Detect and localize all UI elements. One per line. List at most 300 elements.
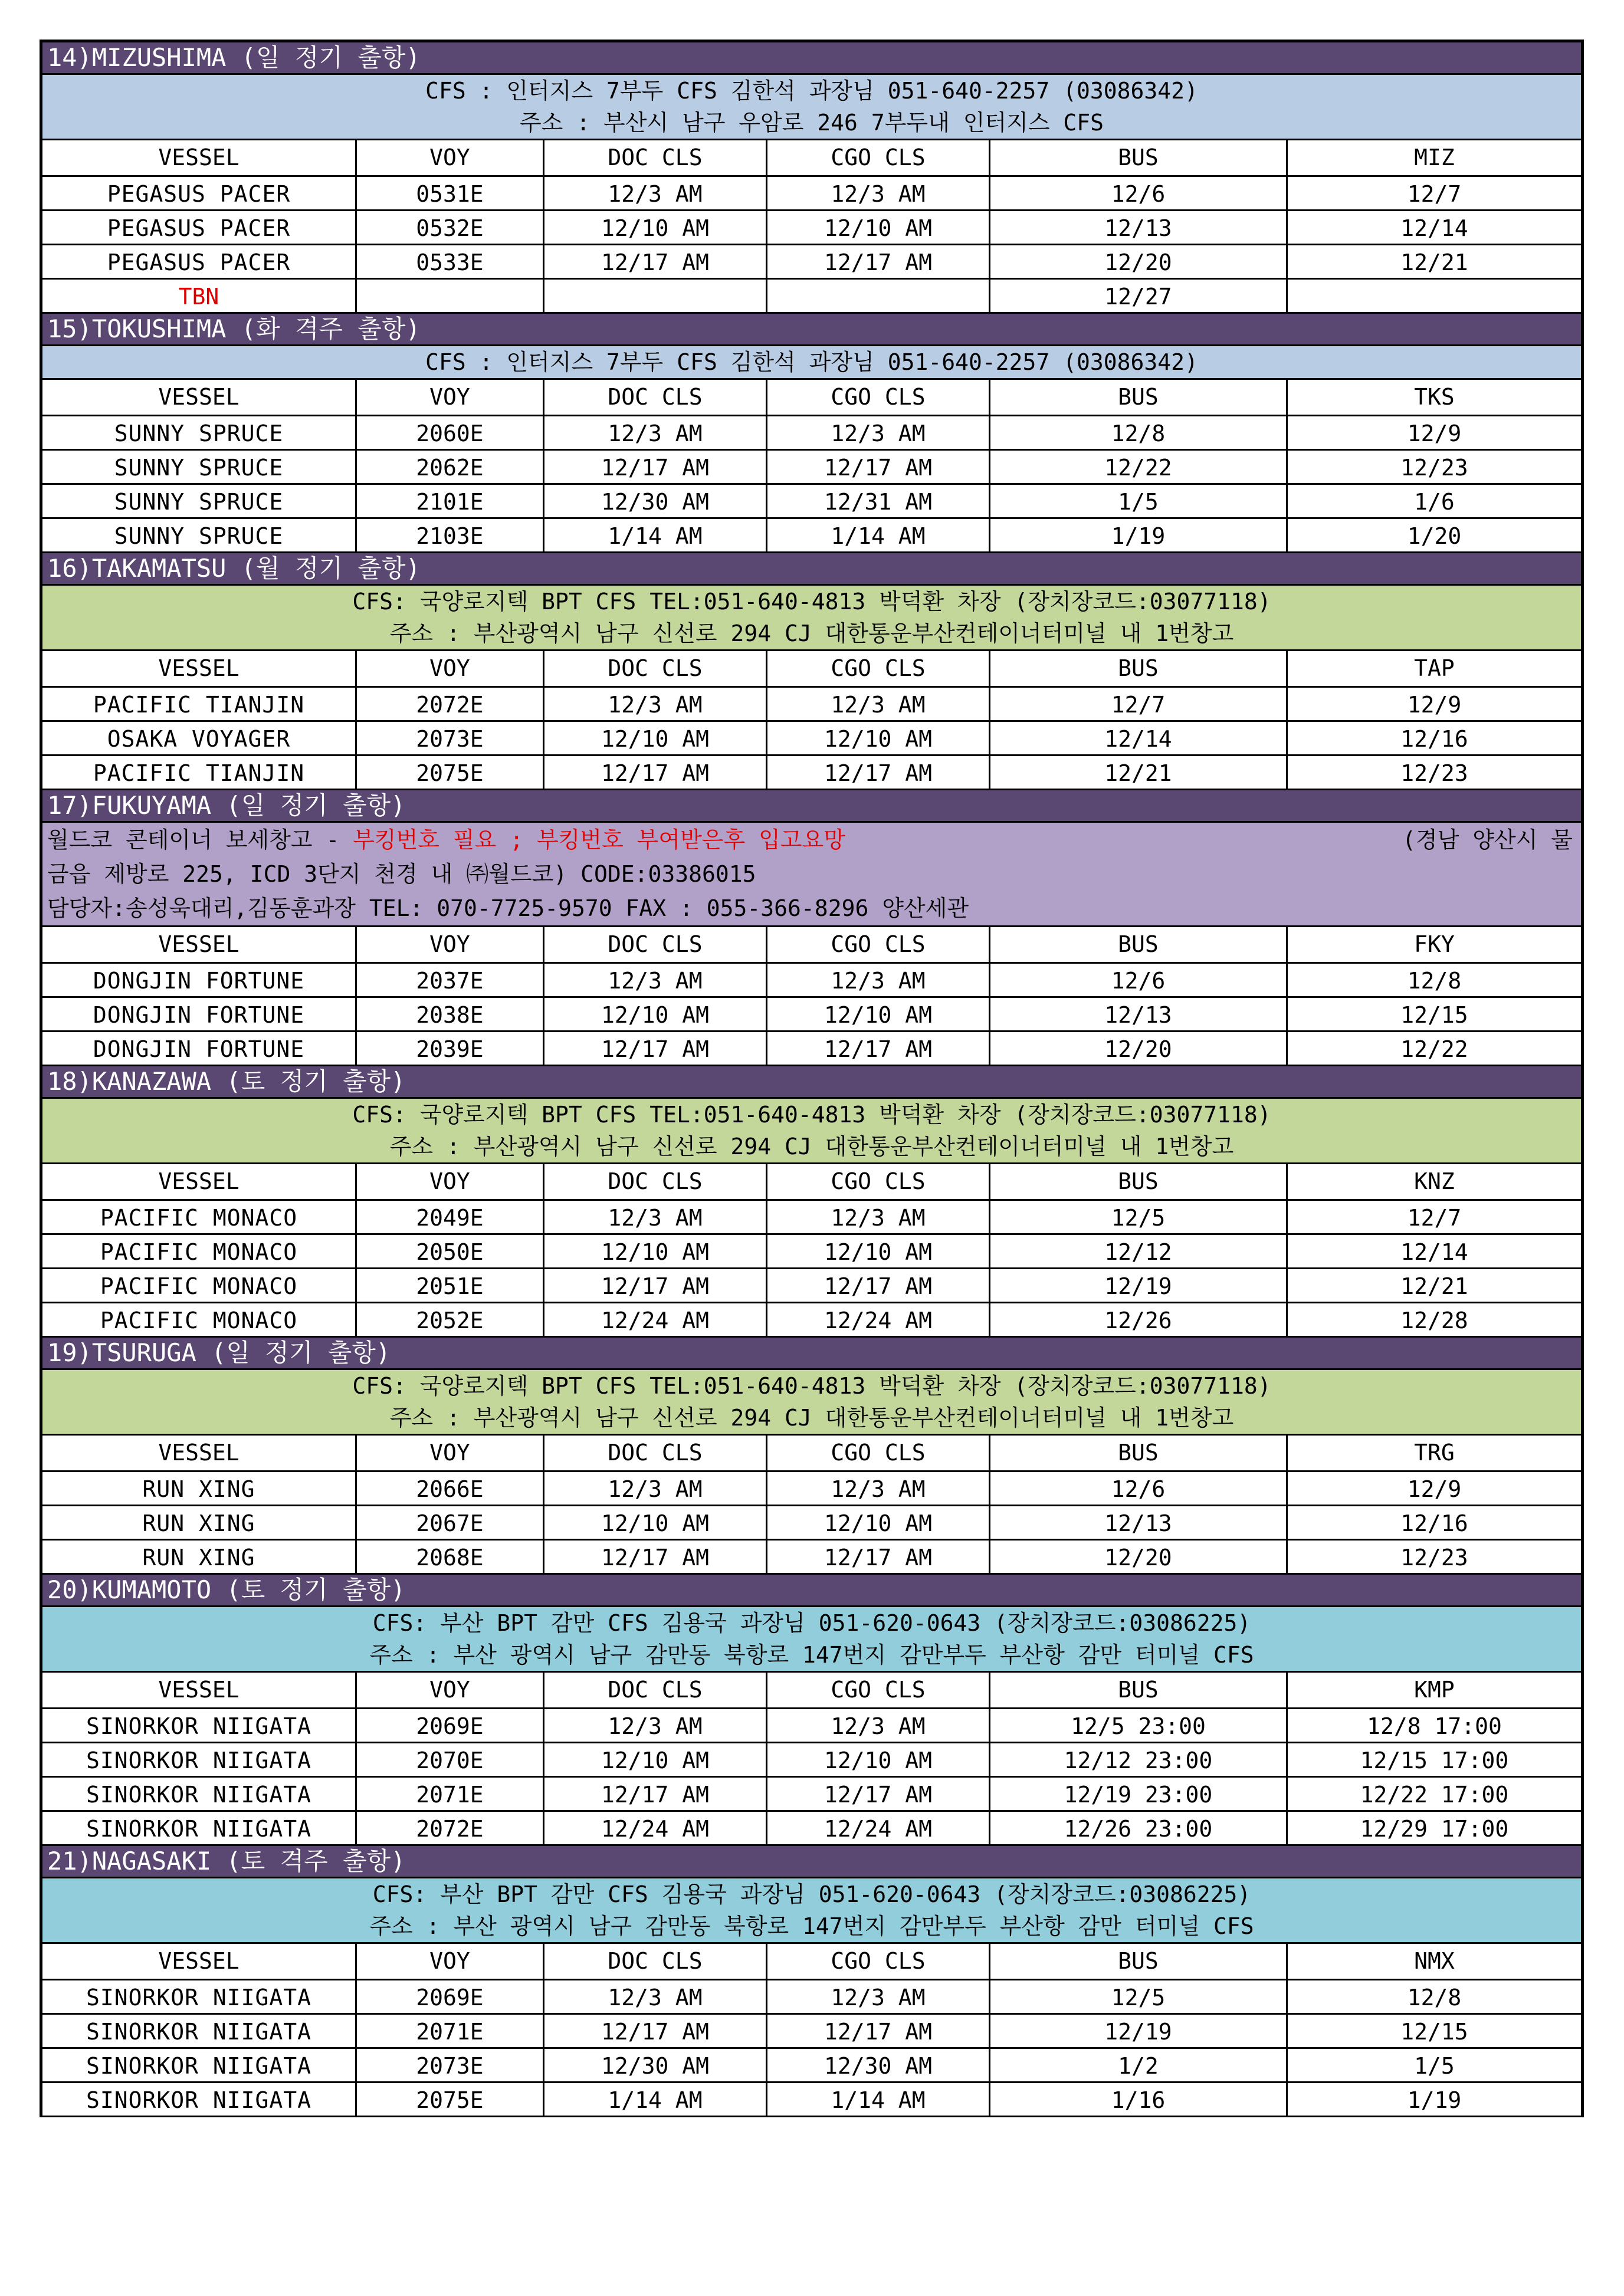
schedule-cell: 12/7 [1407, 1205, 1462, 1231]
vessel-name-cell: PACIFIC MONACO [42, 1201, 357, 1233]
column-header: DOC CLS [544, 1673, 767, 1707]
schedule-cell: 12/26 23:00 [990, 1812, 1288, 1844]
schedule-section [42, 1066, 1581, 1338]
schedule-cell: 12/8 [990, 416, 1288, 449]
schedule-cell: 12/6 [990, 177, 1288, 209]
schedule-cell: 2073E [357, 722, 544, 754]
schedule-cell: 12/17 AM [767, 756, 990, 789]
schedule-cell: 12/13 [990, 998, 1288, 1030]
schedule-cell: 12/24 AM [544, 1303, 767, 1336]
schedule-cell: 12/3 AM [544, 1472, 767, 1505]
table-header-row [42, 1436, 1581, 1472]
cfs-info-block [42, 346, 1581, 380]
schedule-cell: 12/20 [990, 245, 1288, 278]
schedule-cell: 12/10 AM [767, 722, 990, 754]
schedule-section [42, 1575, 1581, 1846]
schedule-cell: 12/31 AM [767, 485, 990, 517]
schedule-cell: 12/14 [1400, 1239, 1468, 1265]
schedule-cell: 12/9 [1407, 692, 1462, 718]
column-header: DOC CLS [544, 1944, 767, 1979]
vessel-name-cell: SUNNY SPRUCE [42, 519, 357, 551]
vessel-name-cell: SUNNY SPRUCE [42, 451, 357, 483]
schedule-cell: 12/3 AM [544, 1201, 767, 1233]
table-row [42, 1235, 1581, 1269]
schedule-cell: 12/5 [990, 1980, 1288, 2013]
table-row [42, 964, 1581, 998]
cfs-info-line [47, 823, 1581, 857]
schedule-cell: 12/15 [1400, 1002, 1468, 1028]
schedule-cell: 12/20 [990, 1032, 1288, 1065]
section-title: 14)MIZUSHIMA (일 정기 출항) [42, 42, 1581, 75]
schedule-cell: 12/10 AM [767, 211, 990, 244]
schedule-cell: 12/17 AM [767, 1778, 990, 1810]
schedule-cell: 12/10 AM [544, 1506, 767, 1539]
column-header: BUS [990, 651, 1288, 686]
schedule-cell: 0533E [357, 245, 544, 278]
cfs-info-line: 담당자:송성욱대리,김동훈과장 TEL: 070-7725-9570 FAX : 055-366-8296 양산세관 [47, 895, 969, 921]
schedule-cell: 12/22 [990, 451, 1288, 483]
vessel-name-cell: RUN XING [42, 1506, 357, 1539]
schedule-cell: 12/3 AM [767, 1472, 990, 1505]
schedule-cell: 2052E [357, 1303, 544, 1336]
schedule-cell: 1/20 [1407, 523, 1462, 549]
column-header: CGO CLS [767, 1164, 990, 1199]
schedule-cell: 12/19 [990, 2015, 1288, 2047]
vessel-name-cell: SINORKOR NIIGATA [42, 2083, 357, 2116]
table-row [42, 451, 1581, 485]
table-row [42, 998, 1581, 1032]
cfs-info-line: 주소 : 부산 광역시 남구 감만동 북항로 147번지 감만부두 부산항 감만 터미널 CFS [369, 1642, 1254, 1668]
schedule-cell: 12/10 AM [544, 211, 767, 244]
cfs-info-line: 주소 : 부산광역시 남구 신선로 294 CJ 대한통운부산컨테이너터미널 내 1번창고 [389, 1134, 1234, 1160]
schedule-cell: 2049E [357, 1201, 544, 1233]
table-row [42, 688, 1581, 722]
schedule-cell: 12/12 [990, 1235, 1288, 1267]
column-header: FKY [1414, 931, 1455, 957]
schedule-cell: 12/10 AM [544, 1235, 767, 1267]
schedule-cell: 12/13 [990, 1506, 1288, 1539]
vessel-name-cell: SINORKOR NIIGATA [42, 1980, 357, 2013]
section-title: 20)KUMAMOTO (토 정기 출항) [42, 1575, 1581, 1607]
schedule-sheet [40, 40, 1584, 2117]
column-header: TRG [1414, 1440, 1455, 1466]
schedule-cell: 2050E [357, 1235, 544, 1267]
table-row [42, 1201, 1581, 1235]
column-header: BUS [990, 927, 1288, 962]
schedule-cell: 12/5 [990, 1201, 1288, 1233]
schedule-cell: 12/21 [1400, 249, 1468, 275]
schedule-cell: 1/19 [1407, 2087, 1462, 2113]
schedule-section [42, 42, 1581, 314]
column-header: DOC CLS [544, 1164, 767, 1199]
vessel-name-cell: SINORKOR NIIGATA [42, 2049, 357, 2081]
table-row [42, 1980, 1581, 2015]
table-row [42, 2083, 1581, 2117]
schedule-cell: 12/17 AM [544, 451, 767, 483]
vessel-name-cell: SINORKOR NIIGATA [42, 1778, 357, 1810]
column-header: CGO CLS [767, 1944, 990, 1979]
schedule-cell: 12/17 AM [767, 1032, 990, 1065]
cfs-info-line: 금읍 제방로 225, ICD 3단지 천경 내 ㈜월드코) CODE:03386015 [47, 861, 756, 887]
vessel-name-cell: OSAKA VOYAGER [42, 722, 357, 754]
section-title: 21)NAGASAKI (토 격주 출항) [42, 1846, 1581, 1878]
vessel-name-cell: PACIFIC TIANJIN [42, 756, 357, 789]
schedule-cell: 12/30 AM [544, 485, 767, 517]
cfs-info-line: CFS: 부산 BPT 감만 CFS 김용국 과장님 051-620-0643 (장치장코드:03086225) [372, 1881, 1251, 1907]
schedule-cell: 12/8 [1407, 1985, 1462, 2011]
vessel-name-cell: DONGJIN FORTUNE [42, 998, 357, 1030]
vessel-name-cell: SUNNY SPRUCE [42, 485, 357, 517]
column-header: VOY [357, 651, 544, 686]
schedule-cell: 12/14 [1400, 215, 1468, 241]
column-header: MIZ [1414, 144, 1455, 170]
schedule-cell: 2037E [357, 964, 544, 996]
column-header: VOY [357, 1164, 544, 1199]
schedule-cell: 12/19 [990, 1269, 1288, 1302]
cfs-info-block [42, 586, 1581, 651]
cfs-info-line: CFS: 부산 BPT 감만 CFS 김용국 과장님 051-620-0643 (장치장코드:03086225) [372, 1610, 1251, 1636]
schedule-cell: 12/23 [1400, 455, 1468, 481]
schedule-cell: 12/17 AM [544, 1540, 767, 1573]
table-row [42, 756, 1581, 790]
schedule-cell: 12/16 [1400, 1510, 1468, 1536]
column-header: CGO CLS [767, 1436, 990, 1470]
column-header: VESSEL [42, 651, 357, 686]
vessel-name-cell: SINORKOR NIIGATA [42, 1743, 357, 1776]
schedule-cell: 12/20 [990, 1540, 1288, 1573]
schedule-cell: 12/24 AM [544, 1812, 767, 1844]
section-title: 18)KANAZAWA (토 정기 출항) [42, 1066, 1581, 1099]
column-header: CGO CLS [767, 1673, 990, 1707]
schedule-cell: 12/3 AM [544, 1709, 767, 1742]
vessel-name-cell: PACIFIC TIANJIN [42, 688, 357, 720]
table-row [42, 1812, 1581, 1846]
schedule-cell: 12/8 17:00 [1367, 1713, 1502, 1739]
column-header: CGO CLS [767, 140, 990, 175]
schedule-cell: 2072E [357, 1812, 544, 1844]
vessel-name-cell: SINORKOR NIIGATA [42, 1709, 357, 1742]
schedule-cell: 2060E [357, 416, 544, 449]
schedule-cell: 12/27 [990, 280, 1288, 312]
schedule-cell: 1/16 [990, 2083, 1288, 2116]
column-header: VOY [357, 1944, 544, 1979]
schedule-section [42, 1338, 1581, 1575]
table-header-row [42, 651, 1581, 688]
schedule-cell: 12/17 AM [767, 2015, 990, 2047]
schedule-cell: 12/13 [990, 211, 1288, 244]
column-header: VOY [357, 1673, 544, 1707]
schedule-cell: 0531E [357, 177, 544, 209]
table-header-row [42, 140, 1581, 177]
schedule-cell: 12/23 [1400, 1545, 1468, 1571]
schedule-cell: 1/2 [990, 2049, 1288, 2081]
schedule-cell: 12/14 [990, 722, 1288, 754]
section-title: 19)TSURUGA (일 정기 출항) [42, 1338, 1581, 1370]
cfs-info-line: CFS: 국양로지텍 BPT CFS TEL:051-640-4813 박덕환 차장 (장치장코드:03077118) [352, 1373, 1271, 1399]
schedule-cell: 2066E [357, 1472, 544, 1505]
schedule-cell: 12/17 AM [767, 1269, 990, 1302]
table-row [42, 211, 1581, 245]
cfs-info-block [42, 1370, 1581, 1436]
schedule-cell: 12/3 AM [767, 688, 990, 720]
schedule-section [42, 1846, 1581, 2117]
schedule-cell: 12/10 AM [767, 1506, 990, 1539]
schedule-cell: 12/26 [990, 1303, 1288, 1336]
section-title: 15)TOKUSHIMA (화 격주 출항) [42, 314, 1581, 346]
schedule-cell: 2039E [357, 1032, 544, 1065]
schedule-cell: 12/17 AM [767, 1540, 990, 1573]
schedule-section [42, 790, 1581, 1066]
table-row [42, 2015, 1581, 2049]
schedule-cell: 2072E [357, 688, 544, 720]
schedule-cell: 12/10 AM [544, 998, 767, 1030]
schedule-cell: 12/23 [1400, 760, 1468, 786]
vessel-name-cell: SINORKOR NIIGATA [42, 1812, 357, 1844]
schedule-cell: 2068E [357, 1540, 544, 1573]
schedule-cell: 2070E [357, 1743, 544, 1776]
column-header: VESSEL [42, 380, 357, 415]
table-row [42, 1506, 1581, 1540]
table-row [42, 1269, 1581, 1303]
schedule-cell [357, 280, 544, 312]
column-header: VESSEL [42, 1944, 357, 1979]
schedule-cell: 2073E [357, 2049, 544, 2081]
column-header: DOC CLS [544, 140, 767, 175]
table-row [42, 1032, 1581, 1066]
column-header: BUS [990, 1944, 1288, 1979]
schedule-cell: 12/29 17:00 [1360, 1816, 1509, 1842]
column-header: DOC CLS [544, 651, 767, 686]
table-row [42, 1709, 1581, 1743]
cfs-info-line: CFS: 국양로지텍 BPT CFS TEL:051-640-4813 박덕환 차장 (장치장코드:03077118) [352, 589, 1271, 615]
vessel-name-cell: DONGJIN FORTUNE [42, 964, 357, 996]
schedule-cell: 1/6 [1414, 489, 1455, 515]
vessel-name-cell: RUN XING [42, 1472, 357, 1505]
schedule-cell: 12/17 AM [544, 2015, 767, 2047]
schedule-cell: 12/17 AM [544, 756, 767, 789]
vessel-name-cell: DONGJIN FORTUNE [42, 1032, 357, 1065]
schedule-cell: 12/8 [1407, 968, 1462, 994]
schedule-cell: 1/14 AM [767, 2083, 990, 2116]
vessel-name-cell: PEGASUS PACER [42, 211, 357, 244]
column-header: DOC CLS [544, 380, 767, 415]
column-header: CGO CLS [767, 380, 990, 415]
table-row [42, 416, 1581, 451]
cfs-info-block [42, 823, 1581, 927]
column-header: VESSEL [42, 1164, 357, 1199]
vessel-name-cell: TBN [42, 280, 357, 312]
column-header: TAP [1414, 655, 1455, 681]
column-header: VESSEL [42, 927, 357, 962]
schedule-cell: 2071E [357, 2015, 544, 2047]
schedule-cell: 12/16 [1400, 726, 1468, 752]
vessel-name-cell: SUNNY SPRUCE [42, 416, 357, 449]
schedule-cell: 12/22 [1400, 1036, 1468, 1062]
schedule-cell: 1/14 AM [544, 519, 767, 551]
column-header: TKS [1414, 384, 1455, 410]
schedule-cell: 12/15 [1400, 2019, 1468, 2045]
schedule-cell: 2069E [357, 1709, 544, 1742]
schedule-cell: 12/12 23:00 [990, 1743, 1288, 1776]
schedule-cell: 2069E [357, 1980, 544, 2013]
column-header: VOY [357, 1436, 544, 1470]
schedule-cell: 2062E [357, 451, 544, 483]
column-header: NMX [1414, 1948, 1455, 1974]
schedule-cell: 12/7 [990, 688, 1288, 720]
schedule-cell: 12/10 AM [767, 1235, 990, 1267]
vessel-name-cell: PACIFIC MONACO [42, 1269, 357, 1302]
schedule-cell: 12/17 AM [544, 245, 767, 278]
schedule-cell: 12/3 AM [544, 177, 767, 209]
cfs-info-line: 주소 : 부산 광역시 남구 감만동 북항로 147번지 감만부두 부산항 감만 터미널 CFS [369, 1913, 1254, 1939]
column-header: VESSEL [42, 1673, 357, 1707]
table-row [42, 485, 1581, 519]
schedule-cell: 2103E [357, 519, 544, 551]
schedule-cell: 1/14 AM [767, 519, 990, 551]
table-row [42, 1743, 1581, 1778]
cfs-info-block [42, 1607, 1581, 1673]
table-row [42, 519, 1581, 553]
column-header: VOY [357, 927, 544, 962]
schedule-cell: 12/30 AM [544, 2049, 767, 2081]
schedule-cell: 12/30 AM [767, 2049, 990, 2081]
vessel-name-cell: PEGASUS PACER [42, 245, 357, 278]
schedule-cell: 12/9 [1407, 421, 1462, 446]
schedule-cell: 12/17 AM [544, 1778, 767, 1810]
schedule-cell: 12/6 [990, 964, 1288, 996]
schedule-cell: 12/17 AM [767, 245, 990, 278]
schedule-cell: 2067E [357, 1506, 544, 1539]
vessel-name-cell: SINORKOR NIIGATA [42, 2015, 357, 2047]
schedule-cell [767, 280, 990, 312]
column-header: VOY [357, 380, 544, 415]
column-header: CGO CLS [767, 927, 990, 962]
column-header: VOY [357, 140, 544, 175]
schedule-cell: 12/6 [990, 1472, 1288, 1505]
schedule-cell: 12/10 AM [767, 1743, 990, 1776]
table-header-row [42, 927, 1581, 964]
schedule-cell: 12/7 [1407, 181, 1462, 207]
schedule-cell: 12/9 [1407, 1476, 1462, 1502]
schedule-cell: 12/21 [990, 756, 1288, 789]
schedule-cell: 12/5 23:00 [990, 1709, 1288, 1742]
table-row [42, 177, 1581, 211]
column-header: KNZ [1414, 1168, 1455, 1194]
schedule-cell: 12/24 AM [767, 1303, 990, 1336]
schedule-cell [1288, 280, 1581, 312]
cfs-info-block [42, 1878, 1581, 1944]
schedule-cell: 12/10 AM [767, 998, 990, 1030]
cfs-info-block [42, 1099, 1581, 1164]
cfs-info-line: 주소 : 부산광역시 남구 신선로 294 CJ 대한통운부산컨테이너터미널 내 1번창고 [389, 1405, 1234, 1431]
section-title: 16)TAKAMATSU (월 정기 출항) [42, 553, 1581, 586]
cfs-info-line: CFS: 국양로지텍 BPT CFS TEL:051-640-4813 박덕환 차장 (장치장코드:03077118) [352, 1102, 1271, 1128]
schedule-cell: 2101E [357, 485, 544, 517]
schedule-cell: 12/3 AM [767, 416, 990, 449]
column-header: VESSEL [42, 1436, 357, 1470]
schedule-cell: 12/10 AM [544, 1743, 767, 1776]
column-header: BUS [990, 1436, 1288, 1470]
cfs-info-text: 월드코 콘테이너 보세창고 - [47, 827, 353, 853]
schedule-cell: 12/10 AM [544, 722, 767, 754]
schedule-cell: 12/3 AM [544, 1980, 767, 2013]
schedule-cell: 2071E [357, 1778, 544, 1810]
schedule-cell: 0532E [357, 211, 544, 244]
schedule-cell: 12/3 AM [767, 1709, 990, 1742]
table-row [42, 1540, 1581, 1575]
table-header-row [42, 1944, 1581, 1980]
schedule-cell: 12/17 AM [767, 451, 990, 483]
schedule-cell: 12/17 AM [544, 1269, 767, 1302]
section-title: 17)FUKUYAMA (일 정기 출항) [42, 790, 1581, 823]
schedule-cell: 1/14 AM [544, 2083, 767, 2116]
table-row [42, 1472, 1581, 1506]
vessel-name-cell: PEGASUS PACER [42, 177, 357, 209]
schedule-section [42, 314, 1581, 553]
table-row [42, 1778, 1581, 1812]
column-header: CGO CLS [767, 651, 990, 686]
table-row [42, 245, 1581, 280]
cfs-info-line: 주소 : 부산광역시 남구 신선로 294 CJ 대한통운부산컨테이너터미널 내 1번창고 [389, 620, 1234, 646]
table-row [42, 1303, 1581, 1338]
schedule-cell: 1/19 [990, 519, 1288, 551]
cfs-address-start: (경남 양산시 물 [1402, 827, 1573, 853]
schedule-cell: 12/22 17:00 [1360, 1782, 1509, 1808]
vessel-name-cell: RUN XING [42, 1540, 357, 1573]
schedule-cell: 2038E [357, 998, 544, 1030]
column-header: DOC CLS [544, 1436, 767, 1470]
booking-required-notice: 부킹번호 필요 ; 부킹번호 부여받은후 입고요망 [353, 827, 845, 853]
table-header-row [42, 1673, 1581, 1709]
vessel-name-cell: PACIFIC MONACO [42, 1303, 357, 1336]
schedule-cell: 2075E [357, 2083, 544, 2116]
schedule-cell: 12/3 AM [767, 1980, 990, 2013]
schedule-cell: 12/3 AM [544, 416, 767, 449]
table-row [42, 2049, 1581, 2083]
schedule-cell: 1/5 [990, 485, 1288, 517]
vessel-name-cell: PACIFIC MONACO [42, 1235, 357, 1267]
schedule-cell: 12/3 AM [767, 177, 990, 209]
schedule-cell: 12/19 23:00 [990, 1778, 1288, 1810]
schedule-cell: 12/28 [1400, 1308, 1468, 1333]
schedule-cell: 12/24 AM [767, 1812, 990, 1844]
schedule-cell [544, 280, 767, 312]
column-header: KMP [1414, 1677, 1455, 1703]
table-row [42, 722, 1581, 756]
schedule-cell: 12/3 AM [544, 688, 767, 720]
schedule-cell: 12/3 AM [767, 1201, 990, 1233]
schedule-cell: 12/17 AM [544, 1032, 767, 1065]
cfs-info-block [42, 75, 1581, 140]
column-header: BUS [990, 1164, 1288, 1199]
schedule-cell: 1/5 [1414, 2053, 1455, 2079]
schedule-cell: 12/3 AM [544, 964, 767, 996]
column-header: BUS [990, 1673, 1288, 1707]
table-row [42, 280, 1581, 314]
schedule-cell: 2075E [357, 756, 544, 789]
table-header-row [42, 380, 1581, 416]
schedule-cell: 12/21 [1400, 1273, 1468, 1299]
schedule-cell: 12/3 AM [767, 964, 990, 996]
schedule-section [42, 553, 1581, 790]
column-header: BUS [990, 380, 1288, 415]
cfs-info-line: CFS : 인터지스 7부두 CFS 김한석 과장님 051-640-2257 (03086342) [425, 349, 1198, 375]
column-header: BUS [990, 140, 1288, 175]
column-header: VESSEL [42, 140, 357, 175]
schedule-cell: 2051E [357, 1269, 544, 1302]
schedule-cell: 12/15 17:00 [1360, 1748, 1509, 1773]
table-header-row [42, 1164, 1581, 1201]
